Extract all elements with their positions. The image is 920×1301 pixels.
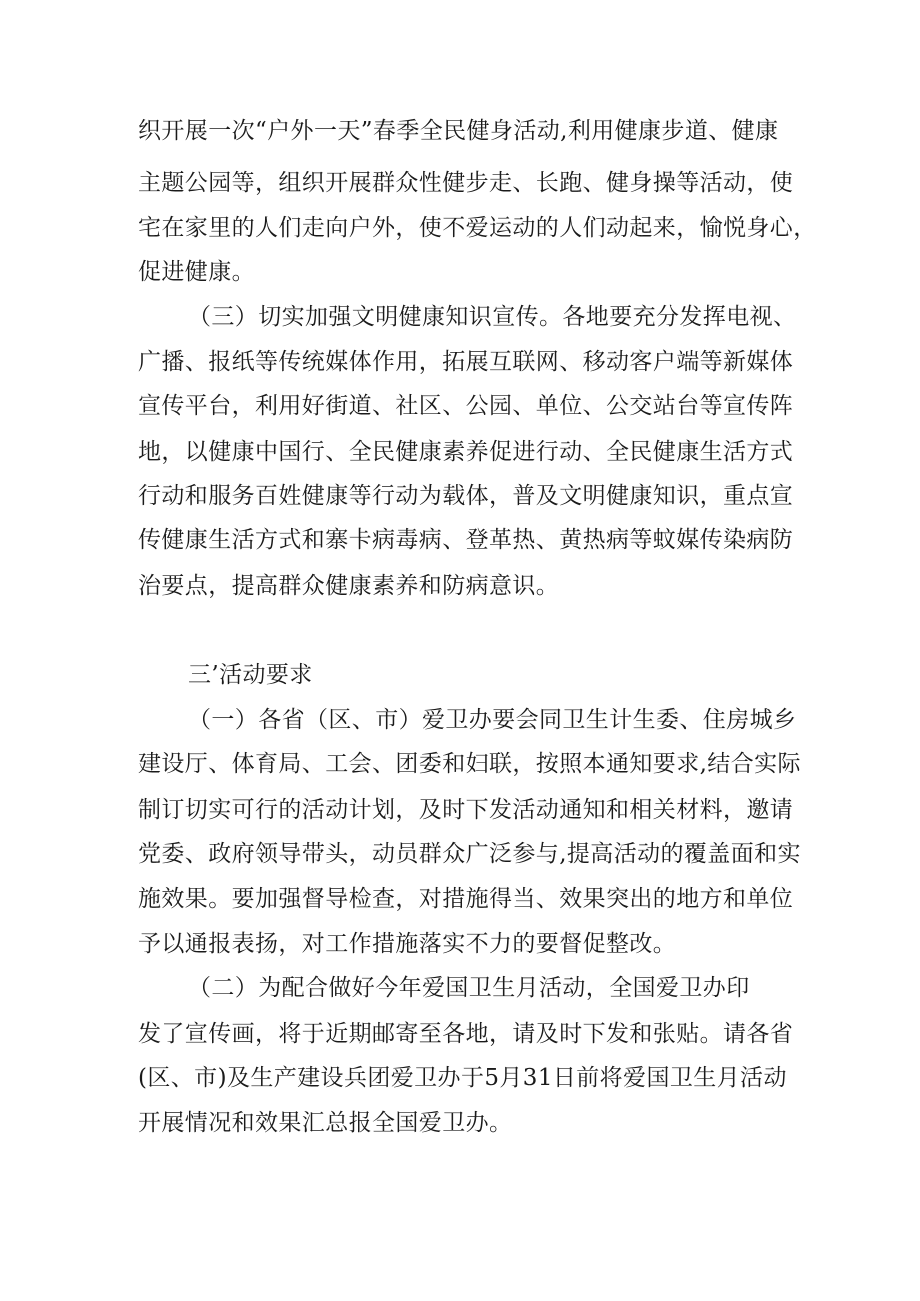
paragraph-line: 发了宣传画，将于近期邮寄至各地，请及时下发和张贴。请各省 — [138, 1021, 794, 1047]
paragraph-line: 建设厅、体育局、工会、团委和妇联，按照本通知要求,结合实际 — [138, 751, 801, 777]
paragraph-line: 党委、政府领导带头，动员群众广泛参与,提高活动的覆盖面和实 — [138, 841, 801, 867]
paragraph-line: 织开展一次“户外一天”春季全民健身活动,利用健康步道、健康 — [138, 118, 779, 144]
paragraph-line: 施效果。要加强督导检查，对措施得当、效果突出的地方和单位 — [138, 886, 794, 912]
paragraph-line: 治要点，提高群众健康素养和防病意识。 — [138, 573, 560, 599]
paragraph-line: 主题公园等，组织开展群众性健步走、长跑、健身操等活动，使 — [138, 170, 794, 196]
paragraph-line: 地，以健康中国行、全民健康素养促进行动、全民健康生活方式 — [138, 439, 794, 465]
paragraph-line: 行动和服务百姓健康等行动为载体，普及文明健康知识，重点宣 — [138, 483, 794, 509]
paragraph-line: 开展情况和效果汇总报全国爱卫办。 — [138, 1110, 513, 1136]
section-2-heading-line: （二）为配合做好今年爱国卫生月活动，全国爱卫办印 — [188, 975, 750, 1001]
paragraph-line: 制订切实可行的活动计划，及时下发活动通知和相关材料，邀请 — [138, 797, 794, 823]
paragraph-line: (区、市)及生产建设兵团爱卫办于5月31日前将爱国卫生月活动 — [138, 1065, 787, 1091]
section-heading: 三’活动要求 — [188, 662, 313, 688]
paragraph-line: 广播、报纸等传统媒体作用，拓展互联网、移动客户端等新媒体 — [138, 349, 794, 375]
section-1-heading-line: （一）各省（区、市）爱卫办要会同卫生计生委、住房城乡 — [188, 707, 797, 733]
paragraph-line: 宣传平台，利用好街道、社区、公园、单位、公交站台等宣传阵 — [138, 393, 794, 419]
paragraph-line: 促进健康。 — [138, 259, 255, 285]
paragraph-line: 传健康生活方式和寨卡病毒病、登革热、黄热病等蚊媒传染病防 — [138, 527, 794, 553]
section-3-heading-line: （三）切实加强文明健康知识宣传。各地要充分发挥电视、 — [188, 304, 797, 330]
paragraph-line: 宅在家里的人们走向户外，使不爱运动的人们动起来，愉悦身心， — [138, 215, 817, 241]
paragraph-line: 予以通报表扬，对工作措施落实不力的要督促整改。 — [138, 931, 677, 957]
